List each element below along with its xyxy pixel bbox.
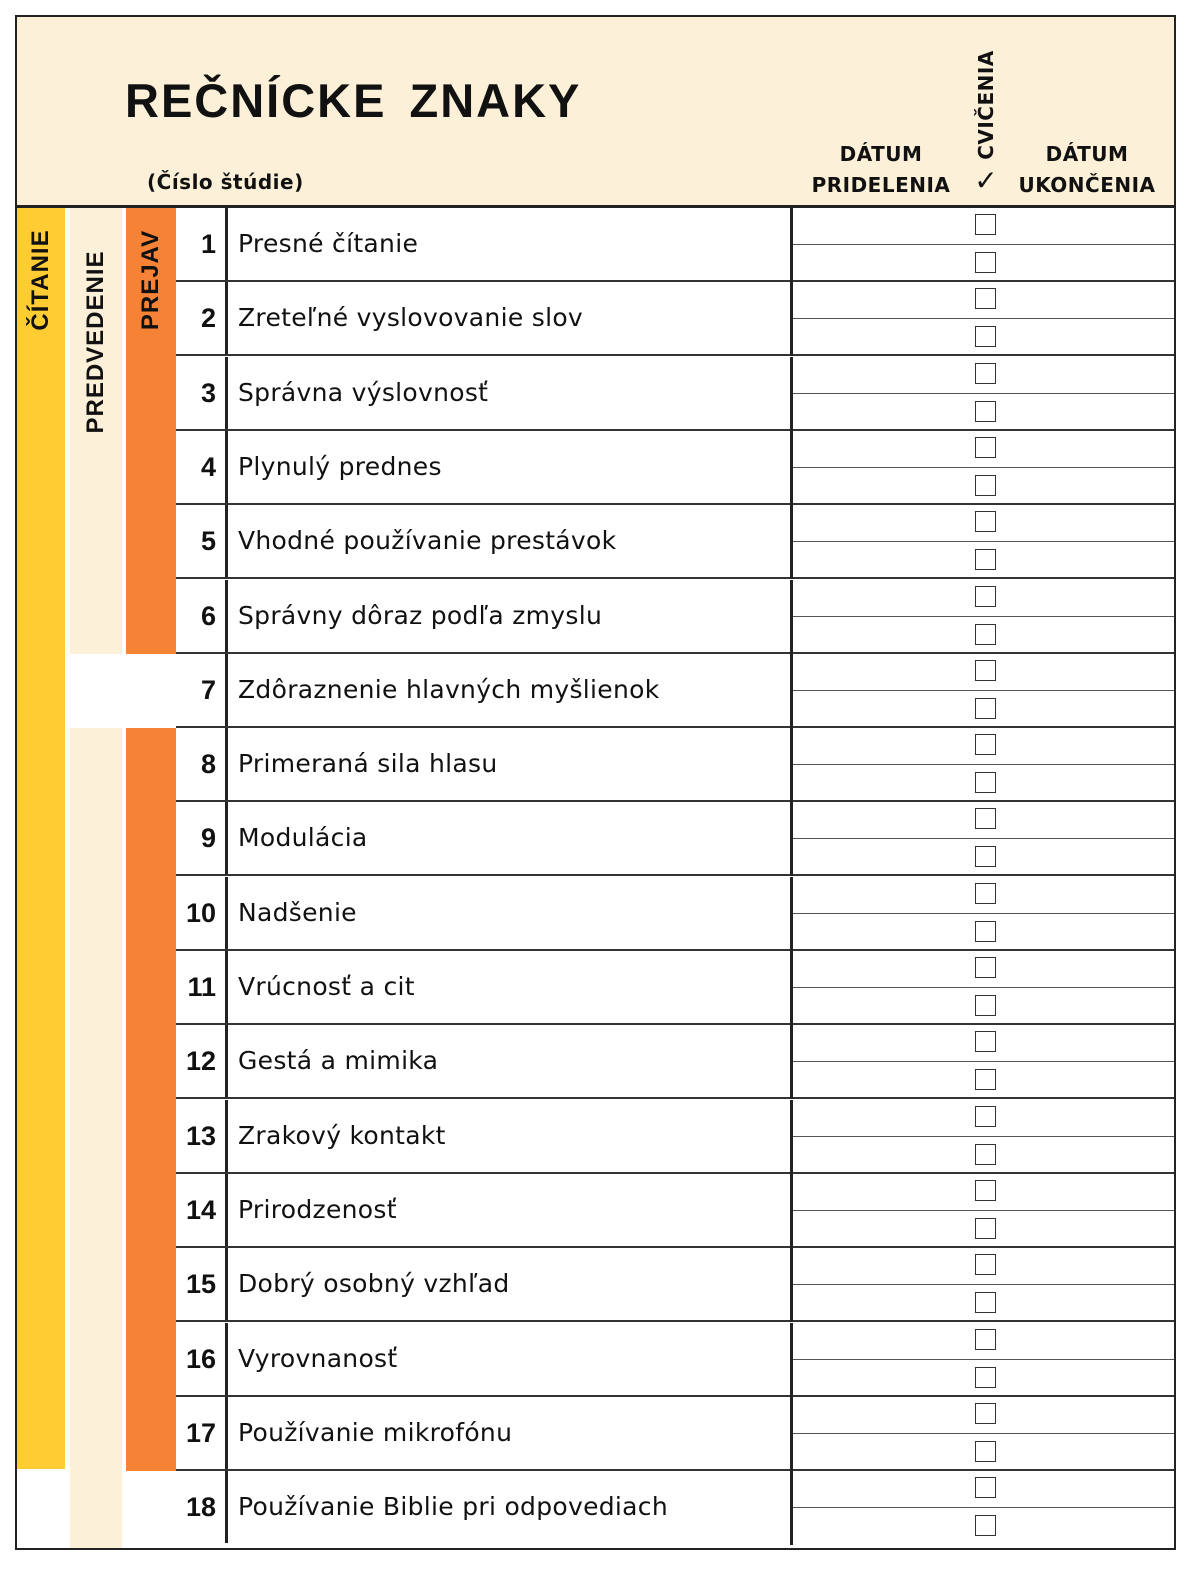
study-number: 4 xyxy=(176,431,228,503)
row-divider xyxy=(793,1210,1174,1211)
exercise-checkbox[interactable] xyxy=(975,363,996,384)
band-label-talk: PREJAV xyxy=(137,229,164,331)
exercise-checkbox[interactable] xyxy=(975,1218,996,1239)
exercise-checkbox[interactable] xyxy=(975,475,996,496)
exercise-checkbox[interactable] xyxy=(975,326,996,347)
row-divider xyxy=(793,1507,1174,1508)
column-header-date-completed: DÁTUM UKONČENIA xyxy=(1018,142,1156,197)
study-title: Používanie Biblie pri odpovediach xyxy=(238,1492,668,1522)
study-row xyxy=(176,877,1174,951)
row-divider xyxy=(793,616,1174,617)
study-row xyxy=(176,1100,1174,1174)
exercise-checkbox[interactable] xyxy=(975,624,996,645)
study-title: Správny dôraz podľa zmyslu xyxy=(238,600,603,630)
study-number: 17 xyxy=(176,1397,228,1469)
exercise-checkbox[interactable] xyxy=(975,957,996,978)
study-title: Plynulý prednes xyxy=(238,451,442,481)
study-title: Zrakový kontakt xyxy=(238,1120,446,1150)
row-divider xyxy=(793,987,1174,988)
study-number: 18 xyxy=(176,1471,228,1543)
study-row xyxy=(176,505,1174,579)
exercise-checkbox[interactable] xyxy=(975,1106,996,1127)
row-divider xyxy=(793,1433,1174,1434)
column-header-exercises: CVIČENIA xyxy=(974,50,998,160)
study-number-caption: (Číslo štúdie) xyxy=(147,170,304,194)
exercise-checkbox[interactable] xyxy=(975,1441,996,1462)
date-entry-area[interactable] xyxy=(790,505,1174,579)
study-row xyxy=(176,580,1174,654)
study-number: 10 xyxy=(176,877,228,949)
exercise-checkbox[interactable] xyxy=(975,808,996,829)
exercise-checkbox[interactable] xyxy=(975,1403,996,1424)
band-talk xyxy=(126,208,176,654)
date-entry-area[interactable] xyxy=(790,208,1174,282)
date-entry-area[interactable] xyxy=(790,282,1174,356)
study-number: 9 xyxy=(176,802,228,874)
study-title: Primeraná sila hlasu xyxy=(238,749,498,779)
row-divider xyxy=(793,393,1174,394)
study-number: 15 xyxy=(176,1248,228,1320)
study-number: 14 xyxy=(176,1174,228,1246)
date-entry-area[interactable] xyxy=(790,357,1174,431)
exercise-checkbox[interactable] xyxy=(975,214,996,235)
study-title: Prirodzenosť xyxy=(238,1194,397,1224)
exercise-checkbox[interactable] xyxy=(975,288,996,309)
exercise-checkbox[interactable] xyxy=(975,252,996,273)
date-entry-area[interactable] xyxy=(790,654,1174,728)
study-title: Používanie mikrofónu xyxy=(238,1417,513,1447)
checkmark-icon: ✓ xyxy=(974,164,998,197)
study-row xyxy=(176,1323,1174,1397)
study-title: Gestá a mimika xyxy=(238,1046,439,1076)
row-divider xyxy=(793,913,1174,914)
study-title: Modulácia xyxy=(238,823,368,853)
study-row xyxy=(176,1174,1174,1248)
band-demonstration xyxy=(70,208,122,654)
study-number: 11 xyxy=(176,951,228,1023)
date-entry-area[interactable] xyxy=(790,1471,1174,1545)
date-entry-area[interactable] xyxy=(790,1397,1174,1471)
study-number: 12 xyxy=(176,1025,228,1097)
exercise-checkbox[interactable] xyxy=(975,511,996,532)
study-title: Zreteľné vyslovovanie slov xyxy=(238,303,584,333)
study-row xyxy=(176,282,1174,356)
study-row xyxy=(176,431,1174,505)
study-number: 8 xyxy=(176,728,228,800)
study-row xyxy=(176,802,1174,876)
row-divider xyxy=(793,541,1174,542)
exercise-checkbox[interactable] xyxy=(975,1477,996,1498)
study-row xyxy=(176,654,1174,728)
row-divider xyxy=(793,838,1174,839)
exercise-checkbox[interactable] xyxy=(975,1254,996,1275)
study-row xyxy=(176,728,1174,802)
column-header-date-assigned: DÁTUM PRIDELENIA xyxy=(811,142,951,197)
band-talk-continued xyxy=(126,728,176,1471)
exercise-checkbox[interactable] xyxy=(975,698,996,719)
date-entry-area[interactable] xyxy=(790,877,1174,951)
exercise-checkbox[interactable] xyxy=(975,1515,996,1536)
exercise-checkbox[interactable] xyxy=(975,846,996,867)
study-number: 1 xyxy=(176,208,228,280)
row-divider xyxy=(793,318,1174,319)
date-entry-area[interactable] xyxy=(790,1323,1174,1397)
exercise-checkbox[interactable] xyxy=(975,1367,996,1388)
date-entry-area[interactable] xyxy=(790,728,1174,802)
exercise-checkbox[interactable] xyxy=(975,1180,996,1201)
study-title: Vhodné používanie prestávok xyxy=(238,526,617,556)
study-row xyxy=(176,951,1174,1025)
study-number: 2 xyxy=(176,282,228,354)
date-entry-area[interactable] xyxy=(790,802,1174,876)
study-number: 13 xyxy=(176,1100,228,1172)
study-row xyxy=(176,357,1174,431)
study-number: 7 xyxy=(176,654,228,726)
date-entry-area[interactable] xyxy=(790,431,1174,505)
date-entry-area[interactable] xyxy=(790,951,1174,1025)
row-divider xyxy=(793,467,1174,468)
study-title: Vrúcnosť a cit xyxy=(238,972,415,1001)
band-label-reading: ČÍTANIE xyxy=(27,229,54,331)
exercise-checkbox[interactable] xyxy=(975,1144,996,1165)
exercise-checkbox[interactable] xyxy=(975,772,996,793)
row-divider xyxy=(793,244,1174,245)
exercise-checkbox[interactable] xyxy=(975,401,996,422)
exercise-checkbox[interactable] xyxy=(975,1069,996,1090)
row-divider xyxy=(793,764,1174,765)
date-entry-area[interactable] xyxy=(790,580,1174,654)
row-divider xyxy=(793,1061,1174,1062)
row-divider xyxy=(793,1284,1174,1285)
form-title: REČNÍCKE ZNAKY xyxy=(125,74,582,127)
study-number: 5 xyxy=(176,505,228,577)
exercise-checkbox[interactable] xyxy=(975,1292,996,1313)
exercise-checkbox[interactable] xyxy=(975,734,996,755)
study-row xyxy=(176,208,1174,282)
exercise-checkbox[interactable] xyxy=(975,1031,996,1052)
date-entry-area[interactable] xyxy=(790,1248,1174,1322)
study-row xyxy=(176,1471,1174,1545)
exercise-checkbox[interactable] xyxy=(975,995,996,1016)
date-entry-area[interactable] xyxy=(790,1174,1174,1248)
study-row xyxy=(176,1397,1174,1471)
exercise-checkbox[interactable] xyxy=(975,883,996,904)
study-number: 3 xyxy=(176,357,228,429)
study-title: Vyrovnanosť xyxy=(238,1343,398,1373)
row-divider xyxy=(793,1359,1174,1360)
study-number: 6 xyxy=(176,580,228,652)
exercise-checkbox[interactable] xyxy=(975,437,996,458)
form-header xyxy=(17,17,1174,208)
study-row xyxy=(176,1025,1174,1099)
study-title: Nadšenie xyxy=(238,897,357,927)
band-reading xyxy=(17,208,65,1469)
study-title: Zdôraznenie hlavných myšlienok xyxy=(238,674,660,704)
speech-qualities-form xyxy=(15,15,1176,1550)
row-divider xyxy=(793,690,1174,691)
exercise-checkbox[interactable] xyxy=(975,921,996,942)
exercise-checkbox[interactable] xyxy=(975,660,996,681)
study-row xyxy=(176,1248,1174,1322)
date-entry-area[interactable] xyxy=(790,1100,1174,1174)
study-title: Dobrý osobný vzhľad xyxy=(238,1269,510,1299)
study-title: Správna výslovnosť xyxy=(238,377,489,407)
exercise-checkbox[interactable] xyxy=(975,586,996,607)
study-number: 16 xyxy=(176,1323,228,1395)
band-demonstration-continued xyxy=(70,728,122,1550)
band-label-demonstration: PREDVEDENIE xyxy=(82,250,109,434)
exercise-checkbox[interactable] xyxy=(975,549,996,570)
row-divider xyxy=(793,1136,1174,1137)
study-title: Presné čítanie xyxy=(238,229,419,258)
date-entry-area[interactable] xyxy=(790,1025,1174,1099)
exercise-checkbox[interactable] xyxy=(975,1329,996,1350)
